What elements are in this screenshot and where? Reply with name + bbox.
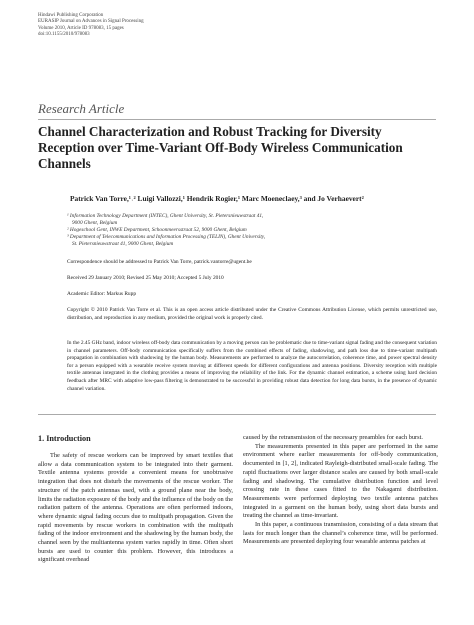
article-type: Research Article xyxy=(38,101,125,116)
doi-line: doi:10.1155/2010/978083 xyxy=(38,32,90,38)
affiliation-3-cont: St. Pietersnieuwstraat 41, 9000 Ghent, Belgium xyxy=(72,241,174,247)
affiliation-1-cont: 9000 Ghent, Belgium xyxy=(72,220,118,226)
affiliations xyxy=(67,213,437,248)
submission-dates: Received 29 January 2010; Revised 25 May 2010; Accepted 5 July 2010 xyxy=(67,275,224,281)
copyright-notice: Copyright © 2010 Patrick Van Torre et al. This is an open access article distributed under the Creative Commons Attribution License, which permits unrestricted use, distribution, and reproduction in any medium, provided the original work is properly cited. xyxy=(67,307,437,321)
affiliation-1: ¹ Information Technology Department (INTEC), Ghent University, St. Pietersnieuwstraat 41, xyxy=(67,213,264,219)
journal-header xyxy=(38,13,144,39)
affiliation-3: ³ Department of Telecommunications and Information Processing (TELIN), Ghent University, xyxy=(67,234,266,240)
journal-name: EURASIP Journal on Advances in Signal Processing xyxy=(38,19,144,25)
paragraph: The measurements presented in this paper are performed in the same environment where earlier measurements for off-body communication, documented in [1, 2], indicated Rayleigh-distributed small-scale fading. The rapid fluctuations over larger distance scales are caused by both small-scale fading and shadowing. The cumulative distribution function and level crossing rate in these cases fitted to the Nakagami distribution. Measurements were performed deploying two textile antenna patches integrated in a garment on the human body, using short data bursts and treating the channel as time-invariant. xyxy=(243,442,438,520)
body-column-right xyxy=(243,434,438,547)
abstract-divider xyxy=(38,414,436,415)
correspondence: Correspondence should be addressed to Patrick Van Torre, patrick.vantorre@ugent.be xyxy=(67,259,252,265)
author-list: Patrick Van Torre,¹˒² Luigi Vallozzi,¹ Hendrik Rogier,¹ Marc Moeneclaey,³ and Jo Verhaevert² xyxy=(70,194,364,203)
title-divider xyxy=(38,119,436,120)
affiliation-2: ² Hogeschool Gent, INWE Department, Schoonmeersstraat 52, 9000 Ghent, Belgium xyxy=(67,227,247,233)
volume-line: Volume 2010, Article ID 978083, 15 pages xyxy=(38,25,124,31)
body-column-left xyxy=(38,452,233,565)
paper-title: Channel Characterization and Robust Tracking for Diversity Reception over Time-Variant Off-Body Wireless Communication Channels xyxy=(38,124,403,171)
publisher-line: Hindawi Publishing Corporation xyxy=(38,13,104,18)
academic-editor: Academic Editor: Markus Rupp xyxy=(67,291,137,297)
abstract: In the 2.45 GHz band, indoor wireless off-body data communication by a moving person can be problematic due to time-variant signal fading and the consequent variation in channel parameters. Off-body communication specifically suffers from the combined effects of fading, shadowing, and path loss due to time-variant multipath propagation in combination with shadowing by the human body. Measurements are performed to analyze the autocorrelation, coherence time, and power spectral density for a person equipped with a wearable receive system moving at different speeds for different configurations and antenna positions. Diversity reception with multiple textile antennas integrated in the clothing provides a means of improving the reliability of the link. For the dynamic channel estimation, a scheme using hard decision feedback after MRC with adaptive low-pass filtering is demonstrated to be successful in providing robust data detection for long data bursts, in the presence of dynamic channel variation. xyxy=(67,340,437,392)
paragraph: The safety of rescue workers can be improved by smart textiles that allow a data communication system to be integrated into their garment. Textile antenna systems provide a convenient means for unobtrusive integration that does not disturb the movements of the rescue worker. The structure of the patch antennas used, with a ground plane near the body, limits the radiation exposure of the body and the influence of the body on the radiation pattern of the antenna. Operations are often performed indoors, where dynamic signal fading occurs due to multipath propagation. Given the rapid movements by rescue workers in combination with the multipath fading of the indoor environment and the shadowing by the human body, the channel seen by the multiantenna system varies rapidly in time. Often short bursts are used to counter this problem. However, this introduces a significant overhead xyxy=(38,452,233,564)
paragraph: caused by the retransmission of the necessary preambles for each burst. xyxy=(243,434,423,441)
paragraph: In this paper, a continuous transmission, consisting of a data stream that lasts for much longer than the channel’s coherence time, will be performed. Measurements are presented deploying four wearable antenna patches at xyxy=(243,521,438,546)
section-heading: 1. Introduction xyxy=(38,434,91,443)
